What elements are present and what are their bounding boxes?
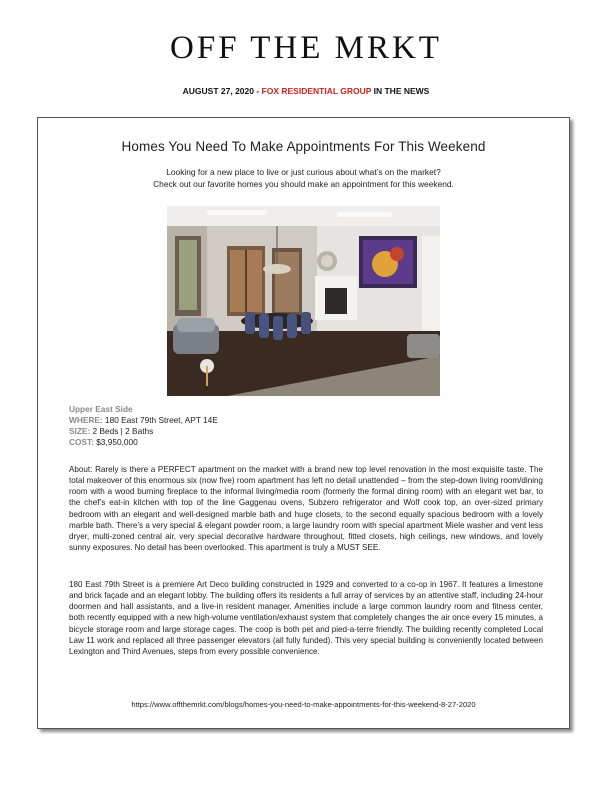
intro-line-1: Looking for a new place to live or just curious about what’s on the market? <box>166 167 441 177</box>
listing-neighborhood: Upper East Side <box>69 404 133 414</box>
listing-size <box>69 426 218 437</box>
size-label: SIZE: <box>69 426 91 436</box>
masthead-title: OFF THE MRKT <box>170 30 442 66</box>
article-title: Homes You Need To Make Appointments For This Weekend <box>121 139 486 154</box>
listing-where <box>69 415 218 426</box>
intro-line-2: Check out our favorite homes you should make an appointment for this weekend. <box>153 179 454 189</box>
article-card <box>37 117 570 729</box>
article-paragraph-2: 180 East 79th Street is a premiere Art Deco building constructed in 1929 and converted to a co-op in 1967. It features a limestone and brick façade and an elegant lobby. The building offers its residents a full array of services by an attentive staff, including 24-hour doormen and hall assistants, and a live-in resident manager. Amenities include a large common laundry room and fitness center, both recently equipped with a new high-volume ventilation/exhaust system that completely changes the air once every 15 minutes, a bicycle storage room and large storage cages. The coop is both pet and pied-a-terre friendly. The building recently completed Local Law 11 work and replaced all three passenger elevators (all fully funded). This very special building is conveniently located between Lexington and Third Avenues, steps from every possible convenience. <box>69 580 543 656</box>
article-paragraph-1: About: Rarely is there a PERFECT apartment on the market with a brand new top level renovation in the most exquisite taste. The total makeover of this enormous six (now five) room apartment has left no detail unattended – from the step-down living room/dining room with a wood burning fireplace to the informal living/media room (formerly the formal dining room) with an elegant wet bar, to the chef’s eat-in kitchen with top of the line Gaggenau ovens, Subzero refrigerator and Wolf cook top, an over-sized primary bedroom with an elegant and well-designed marble bath and huge closets, to the second equally spacious bedroom with a lovely marble bath. There’s a very special & elegant powder room, a large laundry room with special apartment Miele washer and vent less dryer, multi-zoned central air, very special decorative hardware throughout, fitted closets, high ceilings, new windows, and lovely sunny exposures. No detail has been overlooked. This apartment is truly a MUST SEE. <box>69 465 543 553</box>
article-intro <box>38 166 569 190</box>
article-url-link[interactable]: https://www.offthemrkt.com/blogs/homes-you-need-to-make-appointments-for-this-weekend-8-27-2020 <box>131 700 476 709</box>
dateline-date: AUGUST 27, 2020 - <box>182 86 262 96</box>
listing-photo <box>167 206 440 396</box>
where-value: 180 East 79th Street, APT 14E <box>102 415 218 425</box>
where-label: WHERE: <box>69 415 103 425</box>
size-value: 2 Beds | 2 Baths <box>90 426 154 436</box>
cost-value: $3,950,000 <box>93 437 138 447</box>
listing-details <box>69 404 218 448</box>
dateline <box>0 86 612 96</box>
dateline-company: FOX RESIDENTIAL GROUP <box>261 86 372 96</box>
listing-cost <box>69 437 218 448</box>
dateline-suffix: IN THE NEWS <box>371 86 430 96</box>
cost-label: COST: <box>69 437 94 447</box>
